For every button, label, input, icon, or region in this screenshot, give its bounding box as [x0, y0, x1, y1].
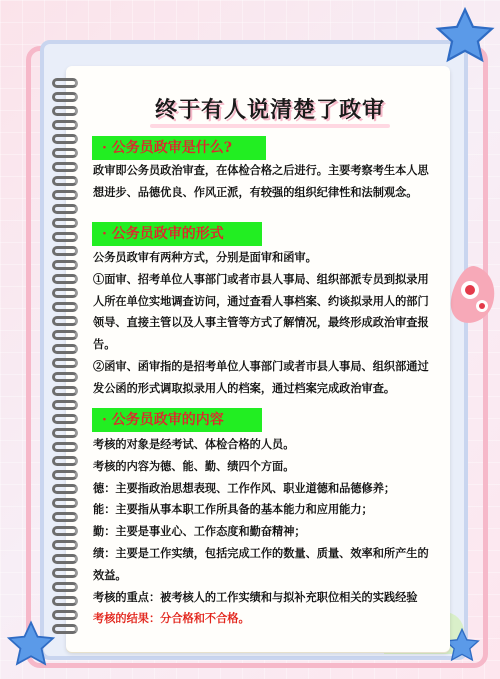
section-heading-form: · 公务员政审的形式	[92, 222, 262, 246]
binding-ring	[52, 218, 78, 228]
binding-ring	[52, 372, 78, 382]
binding-ring	[52, 484, 78, 494]
binding-ring	[52, 428, 78, 438]
binding-ring	[52, 610, 78, 620]
result-line: 考核的结果：分合格和不合格。	[93, 611, 250, 626]
red-flower-decoration	[448, 262, 500, 332]
paragraph: 考核的重点：被考核人的工作实绩和与拟补充职位相关的实践经验	[93, 589, 418, 604]
paragraph: 能：主要指从事本职工作所具备的基本能力和应用能力；	[93, 502, 373, 517]
binding-ring	[52, 554, 78, 564]
paragraph: 政审即公务员政治审查，在体检合格之后进行。主要考察考生本人思想进步、品德优良、作风正派，有较强的组织纪律性和法制观念。	[93, 163, 429, 199]
binding-ring	[52, 106, 78, 116]
binding-ring	[52, 540, 78, 550]
binding-ring	[52, 288, 78, 298]
binding-ring	[52, 260, 78, 270]
binding-ring	[52, 148, 78, 158]
binding-ring	[52, 358, 78, 368]
binding-ring	[52, 470, 78, 480]
blue-star-top-right-icon	[432, 4, 498, 70]
binding-ring	[52, 414, 78, 424]
binding-ring	[52, 624, 78, 634]
paragraph: 勤：主要是事业心、工作态度和勤奋精神；	[93, 524, 306, 539]
binding-ring	[52, 134, 78, 144]
binding-ring	[52, 176, 78, 186]
paragraph: 绩：主要是工作实绩，包括完成工作的数量、质量、效率和所产生的效益。	[93, 545, 429, 582]
section-body-form	[93, 247, 438, 400]
paragraph: 考核的内容为德、能、勤、绩四个方面。	[93, 458, 295, 473]
binding-ring	[52, 498, 78, 508]
binding-ring	[52, 246, 78, 256]
binding-ring	[52, 316, 78, 326]
binding-ring	[52, 190, 78, 200]
binding-ring	[52, 582, 78, 592]
paragraph: 德：主要指政治思想表现、工作作风、职业道德和品德修养；	[93, 480, 396, 495]
binding-ring	[52, 512, 78, 522]
binding-ring	[52, 78, 78, 88]
spiral-binding	[52, 78, 80, 638]
binding-ring	[52, 526, 78, 536]
paragraph: 考核的对象是经考试、体检合格的人员。	[93, 437, 295, 451]
binding-ring	[52, 162, 78, 172]
paragraph: ①面审、招考单位人事部门或者市县人事局、组织部派专员到拟录用人所在单位实地调查访问，通过查看人事档案、约谈拟录用人的部门领导、直接主管以及人事主管等方式了解情况，最终形成政治审查报告。	[93, 271, 429, 352]
binding-ring	[52, 442, 78, 452]
binding-ring	[52, 120, 78, 130]
title-underline	[150, 124, 390, 128]
binding-ring	[52, 302, 78, 312]
paragraph: ②函审、函审指的是招考单位人事部门或者市县人事局、组织部通过发公函的形式调取拟录用人的档案，通过档案完成政治审查。	[93, 358, 429, 395]
binding-ring	[52, 92, 78, 102]
binding-ring	[52, 344, 78, 354]
blue-star-bottom-left-icon	[4, 618, 58, 672]
section-body-what	[93, 160, 438, 204]
binding-ring	[52, 386, 78, 396]
binding-ring	[52, 330, 78, 340]
binding-ring	[52, 596, 78, 606]
binding-ring	[52, 232, 78, 242]
paragraph: 公务员政审有两种方式，分别是面审和函审。	[93, 250, 317, 264]
page-title: 终于有人说清楚了政审	[154, 98, 385, 123]
binding-ring	[52, 274, 78, 284]
section-heading-what: · 公务员政审是什么?	[92, 136, 266, 160]
section-heading-content: · 公务员政审的内容	[92, 408, 262, 432]
section-body-content	[93, 434, 438, 630]
binding-ring	[52, 456, 78, 466]
binding-ring	[52, 568, 78, 578]
binding-ring	[52, 400, 78, 410]
binding-ring	[52, 204, 78, 214]
